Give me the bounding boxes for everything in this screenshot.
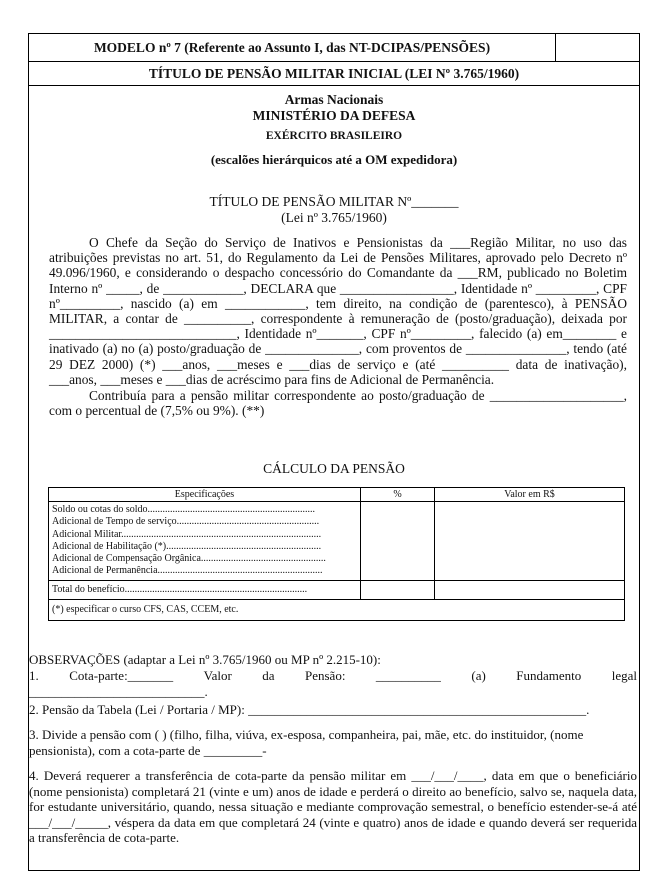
observacao-1-cont: ___________________________. (29, 683, 208, 699)
model-label: MODELO nº 7 (Referente ao Assunto I, das NT-DCIPAS/PENSÕES) (29, 34, 556, 62)
observacao-1-row (29, 668, 637, 684)
observacao-4: 4. Deverá requerer a transferência de cota-parte da pensão militar em ___/___/____, data em que o beneficiário (nome pensionista) completará 21 (vinte e um) anos de idade e perderá o direito ao benefício, salvo se, naquela data, for estudante universitário, quando, nessa situação e mediante comprovação semestral, o benefício estender-se-á até ___/___/_____, véspera da data em que completará 24 (vinte e quatro) anos de idade e quando deverá ser requerida a transferência de cota-parte. (29, 768, 637, 846)
declaration-body (49, 235, 627, 418)
calculo-table (48, 487, 625, 621)
items-cell (49, 502, 361, 581)
o1-part: __________ (375, 668, 441, 683)
item-tempo-servico: Adicional de Tempo de serviço......................................................... (52, 516, 320, 528)
table-header-row (49, 488, 625, 502)
header-row (29, 34, 639, 62)
form-frame (28, 33, 640, 871)
total-percent-cell[interactable] (361, 580, 435, 599)
valor-cell[interactable] (435, 502, 625, 581)
total-row (49, 580, 625, 599)
observacao-3: 3. Divide a pensão com ( ) (filho, filha, viúva, ex-esposa, companheira, pai, mãe, etc. do instituidor, (nome pensionista), com a cota-parte de _________- (29, 727, 584, 758)
observacao-1 (29, 668, 637, 699)
exercito-title: EXÉRCITO BRASILEIRO (265, 130, 403, 142)
o1-part: 1. (29, 668, 39, 683)
table-note: (*) especificar o curso CFS, CAS, CCEM, etc. (49, 599, 625, 620)
calculo-title: CÁLCULO DA PENSÃO (263, 461, 405, 476)
declaration-paragraph: O Chefe da Seção do Serviço de Inativos e Pensionistas da ___Região Militar, no uso das atribuições previstas no art. 51, do Regulamento da Lei de Pensões Militares, aprovado pelo Decreto nº 49.096/1960, e considerando o despacho concessório do Comandante da ___RM, publicado no Boletim Interno nº _____, de ____________, DECLARA que _________________, Identidade nº _________, CPF nº_________, nascido (a) em ____________, tem direito, na condição de (parentesco), à PENSÃO MILITAR, a contar de __________, correspondente à remuneração de (posto/graduação), deixada por ____________________________, Identidade nº_______, CPF nº_________, falecido (a) em________ e inativado (a) no (a) posto/graduação de ______________, com proventos de _______________, tendo (até 29 DEZ 2000) (*) ___anos, ___meses e ___dias de serviço e (até __________ data de inativação), ___anos, ___meses e ___dias de acréscimo para fins de Adicional de Permanência. (49, 235, 627, 387)
o1-part: Pensão: (305, 668, 346, 683)
ministerio-title: MINISTÉRIO DA DEFESA (252, 108, 416, 123)
total-label: Total do benefício......................................................................... (49, 580, 361, 599)
form-title: TÍTULO DE PENSÃO MILITAR INICIAL (LEI Nº 3.765/1960) (29, 62, 639, 86)
header-valor: Valor em R$ (435, 488, 625, 502)
o1-part: (a) (471, 668, 486, 683)
item-adicional-militar: Adicional Militar................................................................................ (52, 528, 322, 540)
header-especificacoes: Especificações (49, 488, 361, 502)
contribution-paragraph: Contribuía para a pensão militar correspondente ao posto/graduação de ____________________, com o percentual de (7,5% ou 9%). (**) (49, 388, 627, 419)
items-row (49, 502, 625, 581)
item-compensacao: Adicional de Compensação Orgânica.................................................. (52, 553, 326, 565)
observacao-2: 2. Pensão da Tabela (Lei / Portaria / MP): ____________________________________________________. (29, 702, 590, 717)
o1-part: legal (611, 668, 637, 683)
titulo-line: TÍTULO DE PENSÃO MILITAR Nº_______ (209, 194, 459, 209)
item-permanencia: Adicional de Permanência.................................................................. (52, 565, 323, 577)
item-habilitacao: Adicional de Habilitação (*).............................................................. (52, 540, 322, 552)
note-row (49, 599, 625, 620)
total-valor-cell[interactable] (435, 580, 625, 599)
lei-line: (Lei nº 3.765/1960) (281, 210, 387, 225)
observacoes-heading: OBSERVAÇÕES (adaptar a Lei nº 3.765/1960 ou MP nº 2.215-10): (29, 652, 381, 667)
percent-cell[interactable] (361, 502, 435, 581)
item-soldo: Soldo ou cotas do soldo................................................................... (52, 504, 316, 515)
o1-part: Valor (203, 668, 232, 683)
armas-nacionais: Armas Nacionais (284, 92, 384, 107)
o1-part: da (262, 668, 275, 683)
escaloes-line: (escalões hierárquicos até a OM expedidora) (210, 152, 458, 167)
o1-part: Fundamento (516, 668, 582, 683)
header-percent: % (361, 488, 435, 502)
o1-part: Cota-parte:_______ (69, 668, 174, 683)
